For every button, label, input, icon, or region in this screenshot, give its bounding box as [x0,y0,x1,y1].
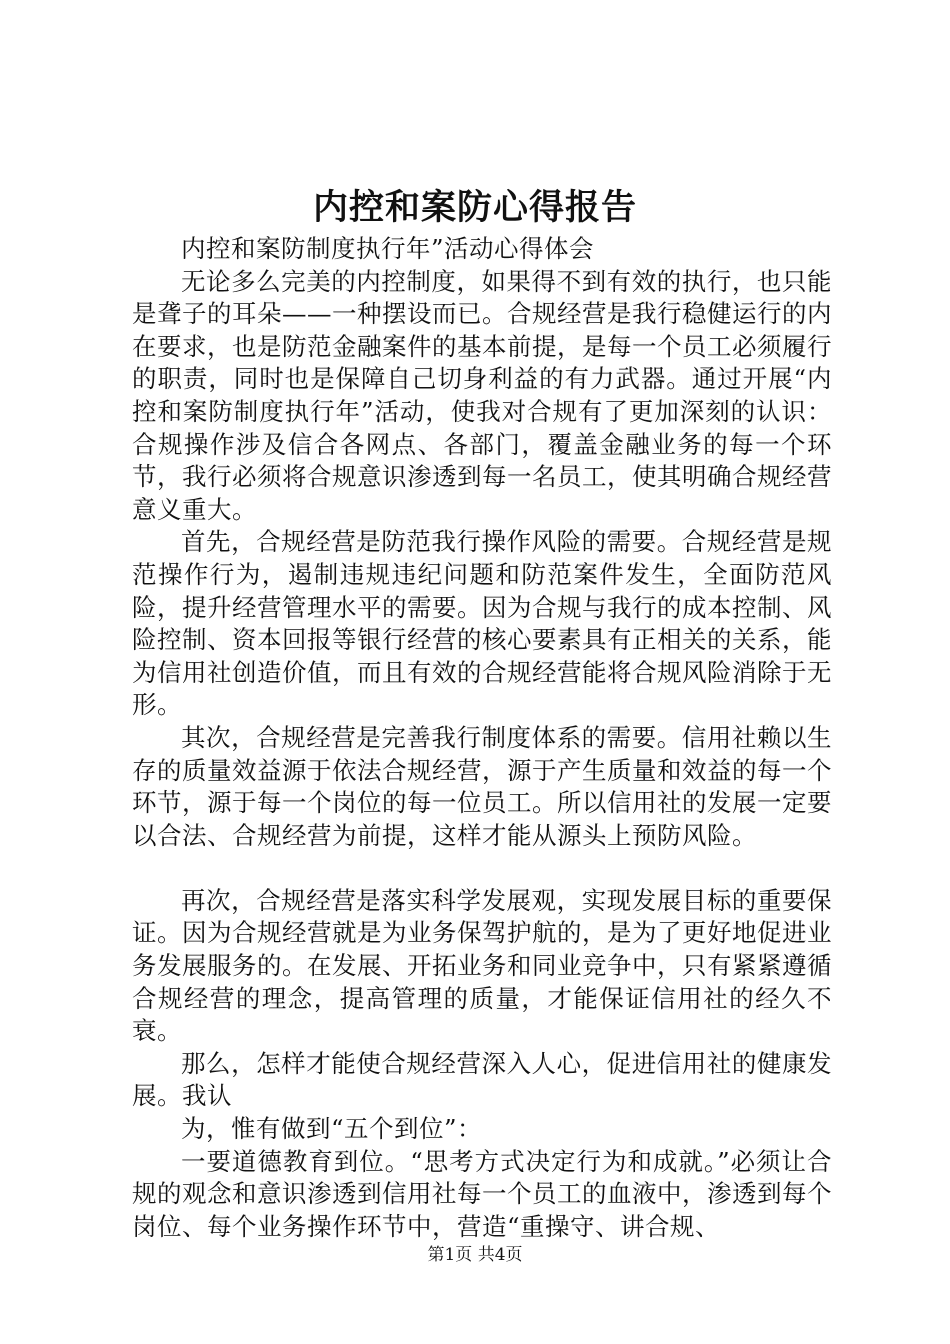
document-title: 内控和案防心得报告 [312,187,637,228]
document-body [132,233,832,1243]
body-paragraph: 其次，合规经营是完善我行制度体系的需要。信用社赖以生存的质量效益源于依法合规经营，源于产生质量和效益的每一个环节，源于每一个岗位的每一位员工。所以信用社的发展一定要以合法、合规经营为前提，这样才能从源头上预防风险。 [132,722,832,850]
body-paragraph: 再次，合规经营是落实科学发展观，实现发展目标的重要保证。因为合规经营就是为业务保驾护航的，是为了更好地促进业务发展服务的。在发展、开拓业务和同业竞争中，只有紧紧遵循合规经营的理念，提高管理的质量，才能保证信用社的经久不衰。 [132,885,832,1046]
body-paragraph: 为，惟有做到“五个到位”： [181,1114,483,1144]
blank-line [132,852,832,885]
subtitle-paragraph: 内控和案防制度执行年”活动心得体会 [181,234,595,263]
body-paragraph: 那么，怎样才能使合规经营深入人心，促进信用社的健康发展。我认 [132,1048,832,1111]
body-paragraph: 无论多么完美的内控制度，如果得不到有效的执行，也只能是聋子的耳朵——一种摆设而已。合规经营是我行稳健运行的内在要求，也是防范金融案件的基本前提，是每一个员工必须履行的职责，同时也是保障自己切身利益的有力武器。通过开展“内控和案防制度执行年”活动，使我对合规有了更加深刻的认识：合规操作涉及信合各网点、各部门，覆盖金融业务的每一个环节，我行必须将合规意识渗透到每一名员工，使其明确合规经营意义重大。 [132,266,832,524]
body-paragraph: 一要道德教育到位。“思考方式决定行为和成就。”必须让合规的观念和意识渗透到信用社每一个员工的血液中，渗透到每个岗位、每个业务操作环节中，营造“重操守、讲合规、 [132,1146,832,1241]
page-footer: 第1页 共4页 [427,1245,523,1265]
body-paragraph: 首先，合规经营是防范我行操作风险的需要。合规经营是规范操作行为，遏制违规违纪问题和防范案件发生，全面防范风险，提升经营管理水平的需要。因为合规与我行的成本控制、风险控制、资本回报等银行经营的核心要素具有正相关的关系，能为信用社创造价值，而且有效的合规经营能将合规风险消除于无形。 [132,527,832,720]
